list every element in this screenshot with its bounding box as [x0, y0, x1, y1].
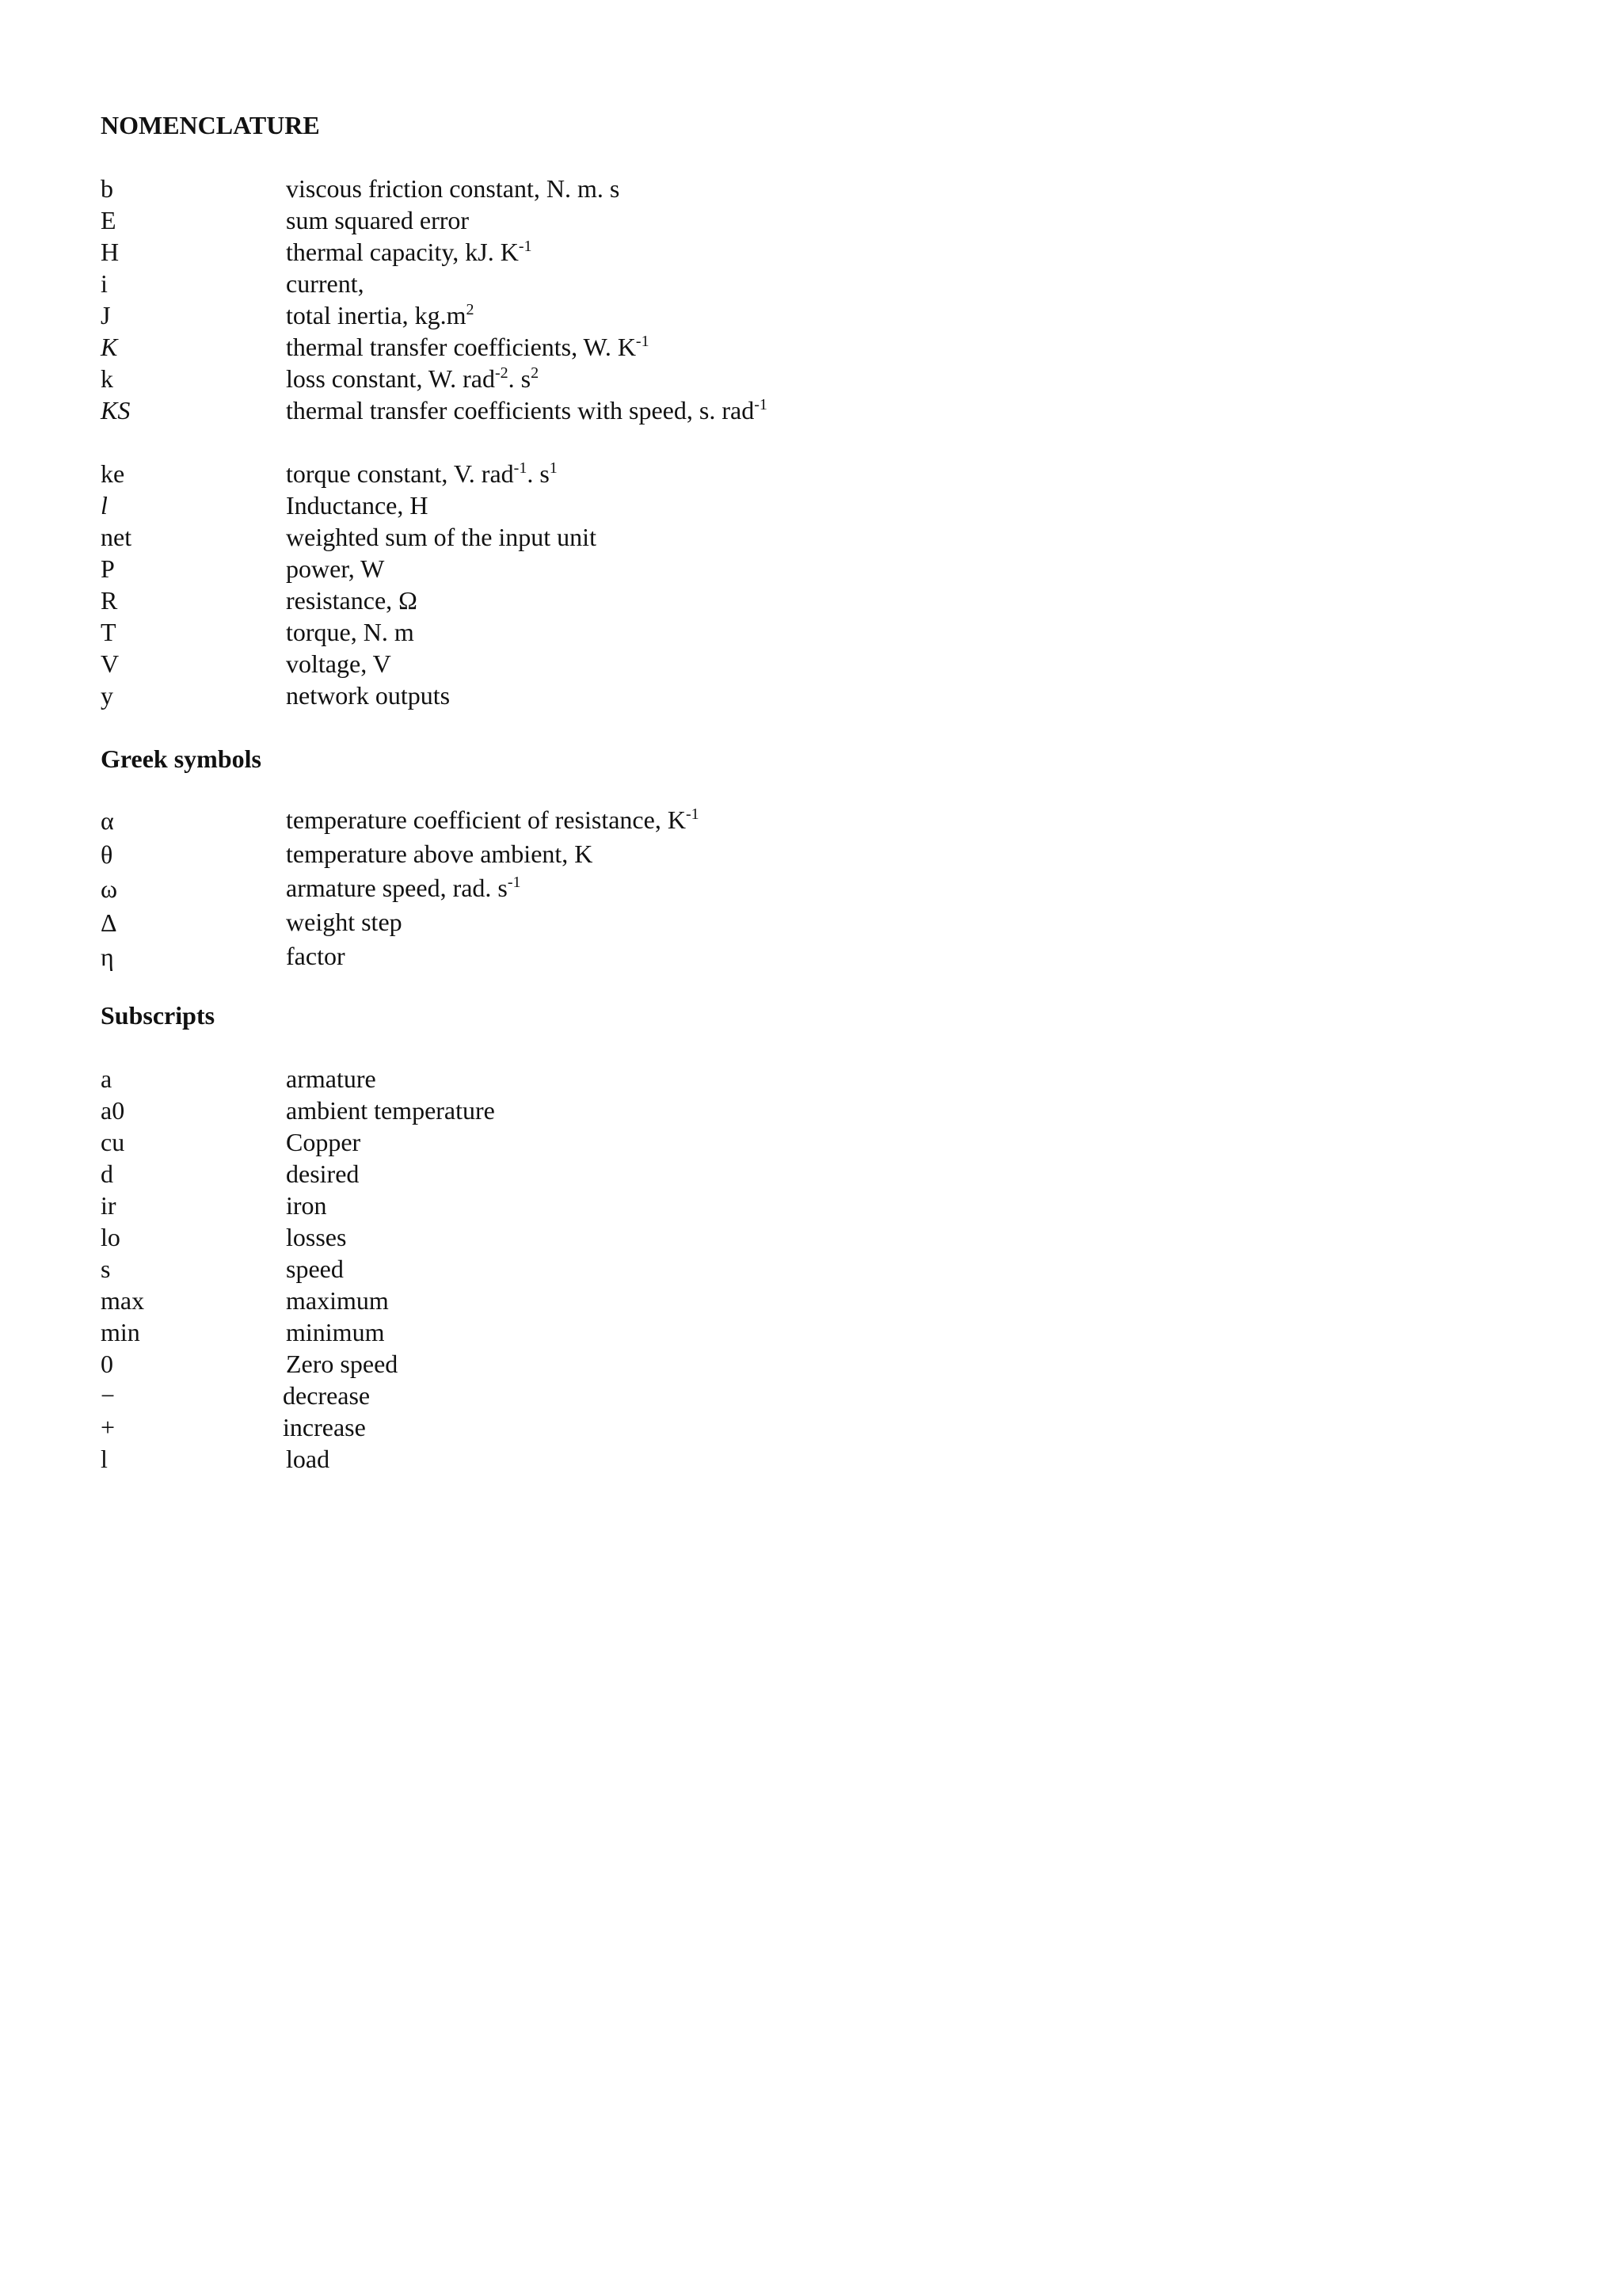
entry-symbol: l	[101, 1445, 108, 1473]
entry-description: resistance, Ω	[286, 586, 417, 615]
entry-symbol: net	[101, 523, 132, 551]
entry-symbol: E	[101, 206, 116, 234]
nomenclature-heading: NOMENCLATURE	[101, 111, 320, 139]
entry-description: voltage, V	[286, 649, 391, 678]
entry-description: increase	[283, 1413, 366, 1441]
entry-description: armature speed, rad. $s^{-1}$	[286, 874, 521, 902]
entry-symbol: ir	[101, 1191, 116, 1220]
entry-description: torque, N. m	[286, 618, 414, 646]
entry-symbol: J	[101, 301, 111, 329]
entry-description: losses	[286, 1223, 347, 1251]
entry-symbol: T	[101, 618, 116, 646]
entry-symbol: min	[101, 1318, 140, 1346]
entry-symbol: KS	[101, 396, 131, 425]
entry-symbol: R	[101, 586, 118, 615]
entry-symbol: y	[101, 681, 113, 710]
entry-symbol: α	[101, 806, 114, 835]
entry-description: temperature above ambient, K	[286, 840, 593, 868]
entry-description: armature	[286, 1064, 376, 1093]
entry-description: load	[286, 1445, 330, 1473]
entry-description: Zero speed	[286, 1350, 398, 1378]
entry-description: power, W	[286, 554, 385, 583]
entry-description: desired	[286, 1159, 360, 1188]
entry-description: current,	[286, 269, 364, 298]
entry-symbol: cu	[101, 1128, 125, 1156]
entry-symbol: 0	[101, 1350, 113, 1378]
entry-description: network outputs	[286, 681, 451, 710]
entry-symbol: b	[101, 174, 113, 203]
entry-description: maximum	[286, 1286, 389, 1315]
entry-symbol: H	[101, 238, 120, 266]
entry-symbol: l	[101, 491, 108, 520]
entry-description: viscous friction constant, N. m. s	[286, 174, 620, 203]
subscripts-heading: Subscripts	[101, 1001, 215, 1030]
entry-symbol: V	[101, 649, 120, 678]
entry-description: minimum	[286, 1318, 385, 1346]
entry-symbol: d	[101, 1159, 113, 1188]
entry-description: Inductance, H	[286, 491, 428, 520]
entry-symbol: Δ	[101, 908, 117, 937]
entry-symbol: ω	[101, 874, 118, 903]
entry-description: decrease	[283, 1381, 371, 1410]
entry-symbol: P	[101, 554, 115, 583]
entry-symbol: i	[101, 269, 108, 298]
entry-description: thermal capacity, kJ. $K^{-1}$	[286, 238, 532, 266]
entry-description: thermal transfer coefficients with speed, s. rad$^{-1}$	[286, 396, 767, 425]
entry-description: torque constant, V. rad$^{-1}$. $s^1$	[286, 459, 558, 488]
entry-symbol: a	[101, 1064, 112, 1093]
entry-symbol: s	[101, 1255, 111, 1283]
entry-description: factor	[286, 942, 345, 970]
entry-description: ambient temperature	[286, 1096, 495, 1125]
entry-symbol: θ	[101, 840, 113, 869]
entry-description: iron	[286, 1191, 327, 1220]
entry-symbol: η	[101, 942, 114, 971]
entry-description: weighted sum of the input unit	[286, 523, 596, 551]
entry-description: sum squared error	[286, 206, 470, 234]
entry-symbol: lo	[101, 1223, 120, 1251]
entry-description: weight step	[286, 908, 402, 936]
entry-symbol: +	[101, 1413, 116, 1441]
entry-symbol: max	[101, 1286, 145, 1315]
entry-description: total inertia, $kg.m^2$	[286, 301, 474, 329]
entry-symbol: k	[101, 364, 113, 393]
entry-description: speed	[286, 1255, 344, 1283]
entry-symbol: K	[101, 333, 118, 361]
entry-description: thermal transfer coefficients, W. $K^{-1}$	[286, 333, 649, 361]
entry-symbol: −	[101, 1381, 116, 1410]
greek-symbols-heading: Greek symbols	[101, 744, 261, 773]
entry-description: temperature coefficient of resistance, $K^{-1}$	[286, 805, 699, 834]
entry-description: Copper	[286, 1128, 361, 1156]
entry-symbol: ke	[101, 459, 125, 488]
entry-symbol: a0	[101, 1096, 125, 1125]
entry-description: loss constant, W. rad$^{-2}$. $s^2$	[286, 364, 539, 393]
